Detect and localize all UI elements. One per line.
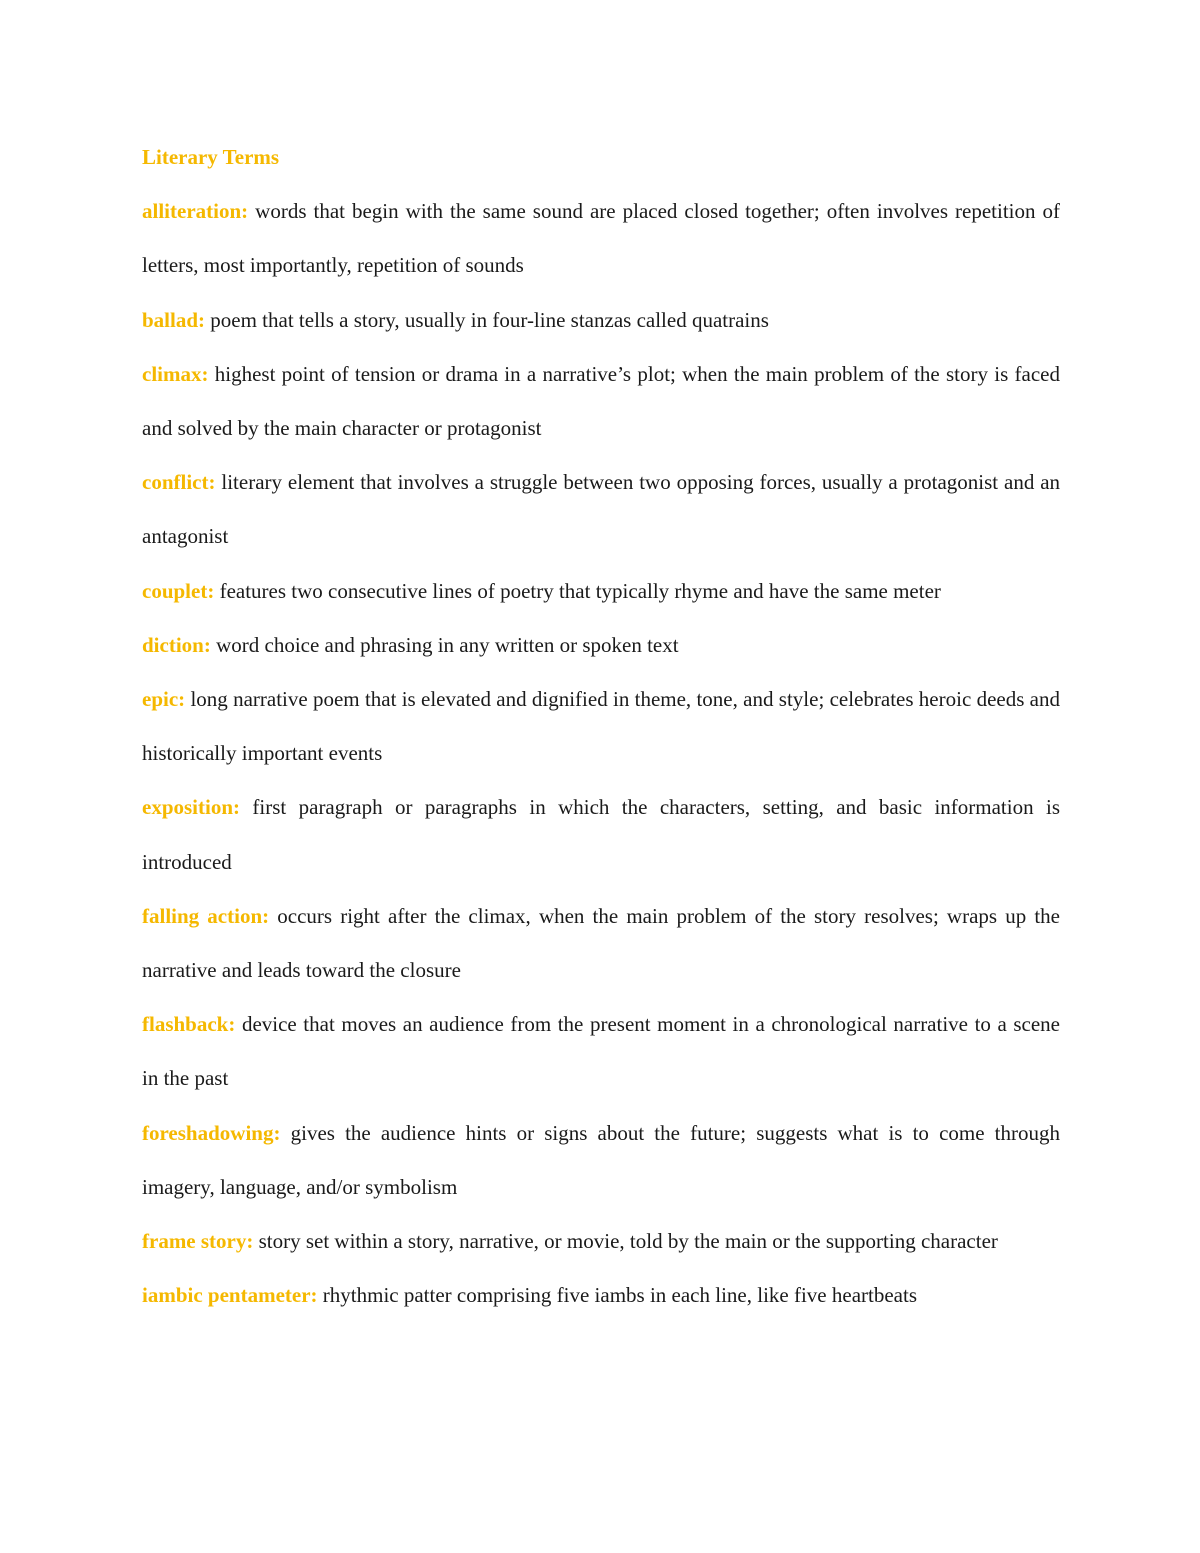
term-definition: poem that tells a story, usually in four-line stanzas called quatrains <box>210 307 769 332</box>
document-title: Literary Terms <box>142 145 280 169</box>
glossary-entry-foreshadowing <box>142 1106 1060 1214</box>
term-label: falling action: <box>142 903 270 928</box>
term-definition: features two consecutive lines of poetry that typically rhyme and have the same meter <box>219 578 941 603</box>
term-label: exposition: <box>142 795 241 820</box>
glossary-entry-epic <box>142 672 1060 780</box>
glossary-entry-iambic-pentameter <box>142 1268 1060 1322</box>
term-label: conflict: <box>142 470 216 495</box>
glossary-entry-flashback <box>142 997 1060 1105</box>
term-definition: occurs right after the climax, when the main problem of the story resolves; wraps up the narrative and leads toward the closure <box>142 903 1061 983</box>
term-label: couplet: <box>142 578 215 603</box>
term-label: alliteration: <box>142 199 249 224</box>
term-definition: gives the audience hints or signs about the future; suggests what is to come through imagery, language, and/or symbolism <box>142 1120 1061 1199</box>
term-label: diction: <box>142 632 211 657</box>
glossary-entry-ballad <box>142 293 1060 347</box>
glossary-entry-diction <box>142 618 1060 672</box>
term-definition: literary element that involves a struggle between two opposing forces, usually a protagonist and an antagonist <box>142 470 1061 549</box>
glossary-entry-climax <box>142 347 1060 455</box>
document-body <box>142 130 1060 1322</box>
glossary-entry-alliteration <box>142 184 1060 292</box>
term-label: flashback: <box>142 1012 236 1037</box>
term-label: ballad: <box>142 307 206 332</box>
term-label: foreshadowing: <box>142 1120 281 1145</box>
term-definition: device that moves an audience from the present moment in a chronological narrative to a scene in the past <box>142 1012 1060 1091</box>
glossary-entry-frame-story <box>142 1214 1060 1268</box>
glossary-entry-couplet <box>142 564 1060 618</box>
term-label: climax: <box>142 361 209 386</box>
glossary-entry-conflict <box>142 455 1060 563</box>
term-label: frame story: <box>142 1229 254 1254</box>
glossary-entry-falling-action <box>142 889 1060 997</box>
term-definition: word choice and phrasing in any written or spoken text <box>216 632 679 657</box>
term-definition: long narrative poem that is elevated and dignified in theme, tone, and style; celebrates heroic deeds and historically important events <box>142 687 1060 766</box>
term-label: iambic pentameter: <box>142 1283 318 1308</box>
term-definition: highest point of tension or drama in a narrative’s plot; when the main problem of the story is faced and solved by the main character or protagonist <box>142 361 1060 441</box>
term-label: epic: <box>142 687 186 712</box>
term-definition: story set within a story, narrative, or movie, told by the main or the supporting character <box>258 1229 998 1254</box>
term-definition: words that begin with the same sound are placed closed together; often involves repetition of letters, most importantly, repetition of sounds <box>142 199 1061 278</box>
glossary-entry-exposition <box>142 780 1060 888</box>
term-definition: rhythmic patter comprising five iambs in each line, like five heartbeats <box>322 1283 917 1308</box>
term-definition: first paragraph or paragraphs in which the characters, setting, and basic information is introduced <box>142 795 1060 874</box>
